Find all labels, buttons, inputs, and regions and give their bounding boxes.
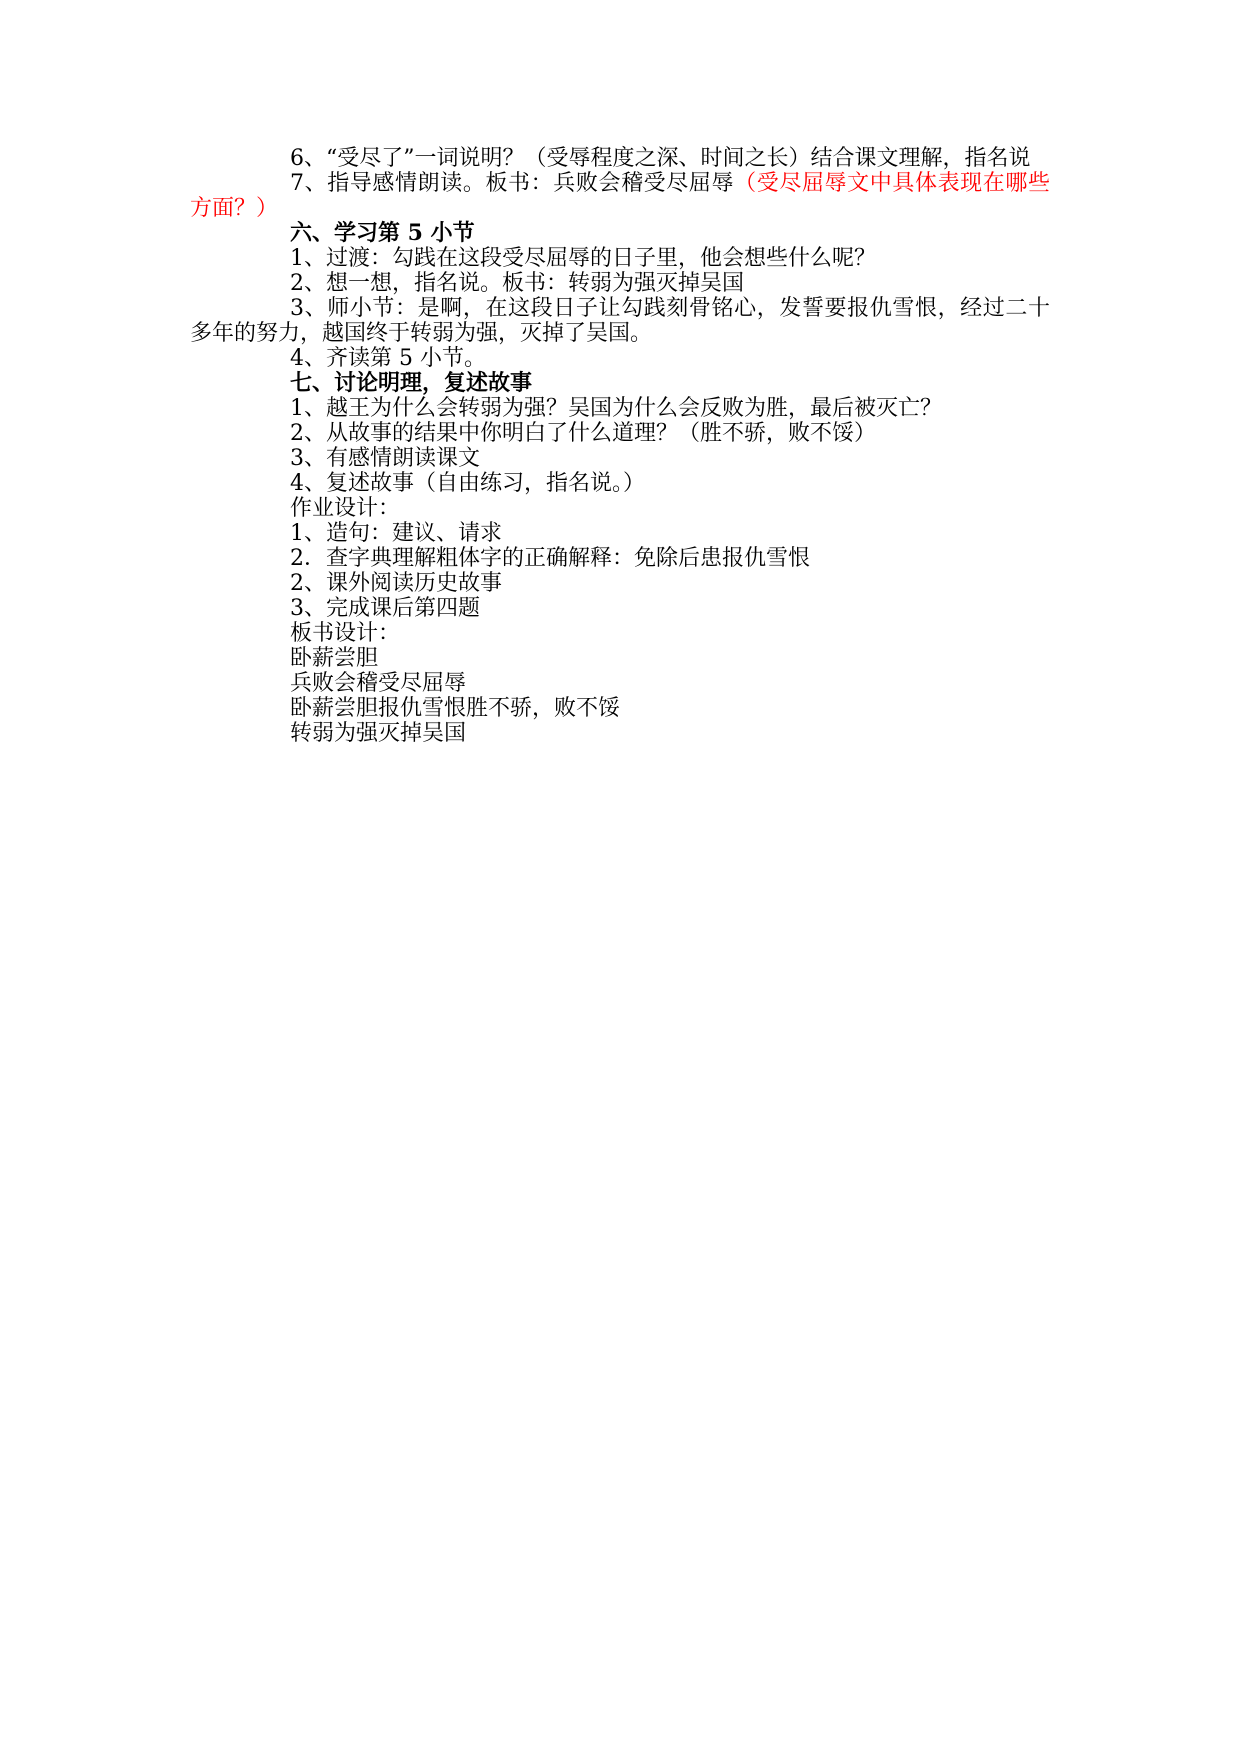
homework-item-1: 1、造句：建议、请求 <box>290 521 502 546</box>
item-7-red-note: （受尽屈辱文中具体表现在哪些方面？） <box>190 171 1050 221</box>
board-line-1: 卧薪尝胆 <box>290 646 379 671</box>
section-7-item-1: 1、越王为什么会转弱为强？吴国为什么会反败为胜，最后被灭亡？ <box>290 396 942 421</box>
board-line-2: 兵败会稽受尽屈辱 <box>290 671 467 696</box>
homework-item-2: 2．查字典理解粗体字的正确解释：免除后患报仇雪恨 <box>290 546 810 571</box>
board-line-3: 卧薪尝胆报仇雪恨胜不骄，败不馁 <box>290 696 621 721</box>
item-6-paragraph: 6、“受尽了”一词说明？（受辱程度之深、时间之长）结合课文理解，指名说 <box>290 146 1031 171</box>
board-design-title: 板书设计： <box>290 621 401 646</box>
section-7-item-4: 4、复述故事（自由练习，指名说。） <box>290 471 645 496</box>
item-7-paragraph <box>190 171 1050 221</box>
section-6-heading: 六、学习第 5 小节 <box>290 220 475 246</box>
section-7-item-3: 3、有感情朗读课文 <box>290 446 480 471</box>
section-6-item-1: 1、过渡：勾践在这段受尽屈辱的日子里，他会想些什么呢？ <box>290 246 876 271</box>
section-7-item-2: 2、从故事的结果中你明白了什么道理？（胜不骄，败不馁） <box>290 421 876 446</box>
document-page <box>190 146 1050 746</box>
section-7-heading: 七、讨论明理，复述故事 <box>290 370 533 396</box>
section-6-item-4: 4、齐读第 5 小节。 <box>290 346 486 371</box>
homework-item-3: 2、课外阅读历史故事 <box>290 571 502 596</box>
homework-title: 作业设计： <box>290 496 401 521</box>
section-6-item-3: 3、师小节：是啊，在这段日子让勾践刻骨铭心，发誓要报仇雪恨，经过二十多年的努力，越国终于转弱为强，灭掉了吴国。 <box>190 296 1050 346</box>
section-6-item-2: 2、想一想，指名说。板书：转弱为强灭掉吴国 <box>290 271 744 296</box>
homework-item-4: 3、完成课后第四题 <box>290 596 480 621</box>
item-7-text: 7、指导感情朗读。板书：兵败会稽受尽屈辱 <box>290 171 735 196</box>
board-line-4: 转弱为强灭掉吴国 <box>290 721 467 746</box>
